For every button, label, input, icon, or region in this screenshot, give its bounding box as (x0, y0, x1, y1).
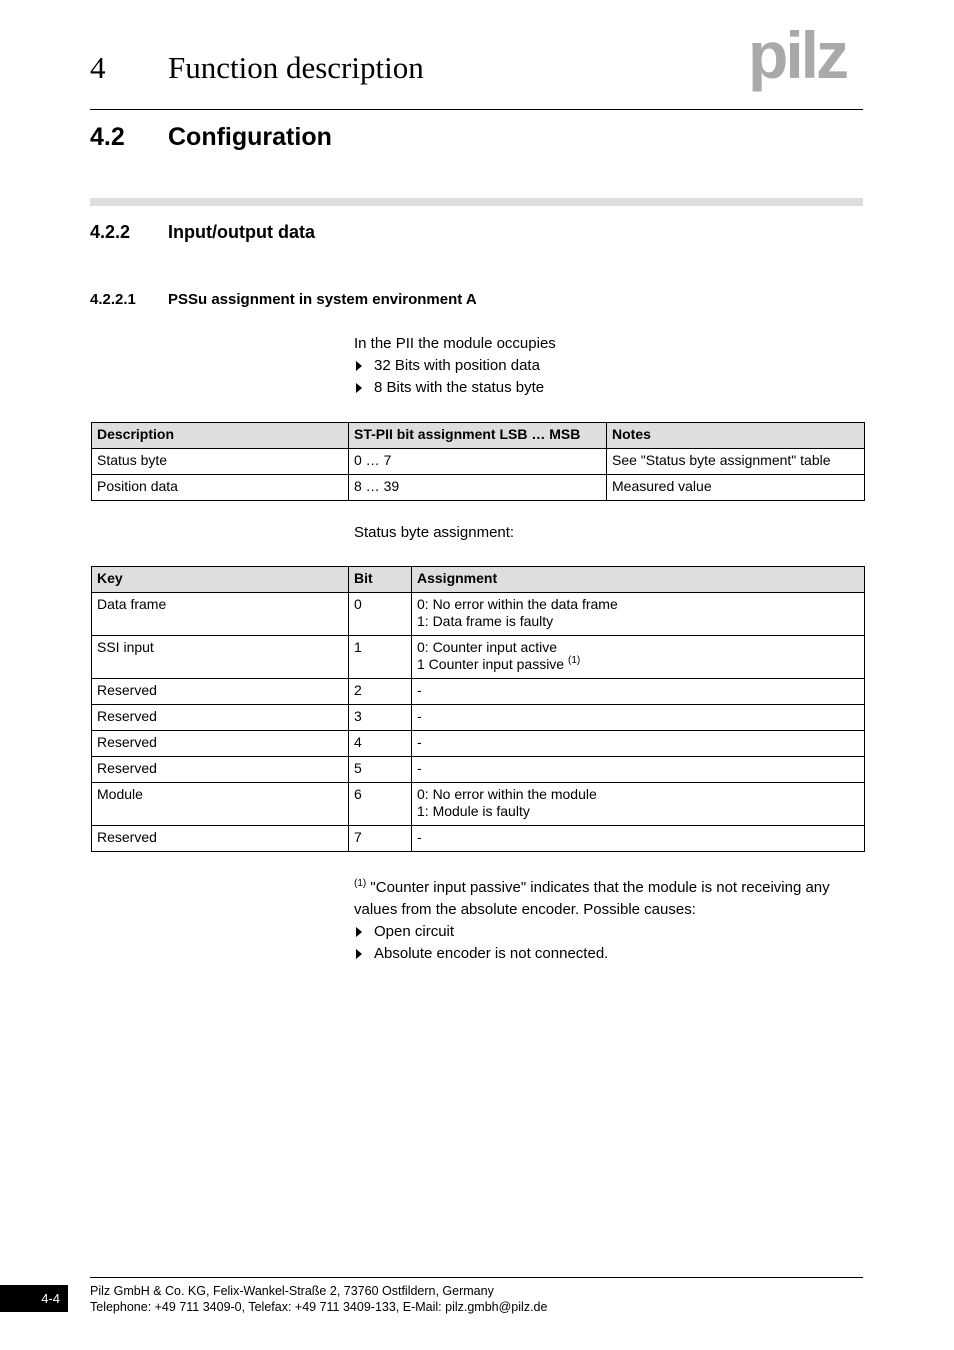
table-row (92, 731, 865, 757)
table-row (92, 593, 865, 636)
table-cell: Reserved (92, 731, 349, 757)
table-cell: 0 (349, 593, 412, 636)
footnote-ref: (1) (567, 655, 581, 666)
table-cell (412, 783, 865, 826)
svg-text:pilz: pilz (748, 28, 846, 92)
section-number: 4.2 (90, 123, 125, 151)
column-header: Assignment (412, 567, 865, 593)
section-title: Configuration (168, 123, 332, 151)
table-cell: - (412, 679, 865, 705)
table-row (92, 826, 865, 852)
assignment-line: 0: No error within the module (417, 786, 597, 802)
table-cell: 6 (349, 783, 412, 826)
table-row (92, 757, 865, 783)
table-cell: Data frame (92, 593, 349, 636)
chapter-number: 4 (90, 50, 106, 85)
table-cell: Reserved (92, 705, 349, 731)
table-cell: - (412, 705, 865, 731)
column-header: Description (92, 423, 349, 449)
list-item (354, 377, 864, 399)
table-row (92, 636, 865, 679)
table-cell: Reserved (92, 757, 349, 783)
footer-address (90, 1283, 547, 1315)
pilz-logo (748, 28, 864, 94)
intro-block (354, 333, 864, 399)
io-data-table (91, 422, 865, 501)
table-cell: Position data (92, 475, 349, 501)
subsubsection-number: 4.2.2.1 (90, 291, 136, 308)
table-cell: Module (92, 783, 349, 826)
page-number: 4-4 (0, 1285, 68, 1312)
table-cell: SSI input (92, 636, 349, 679)
header-rule (90, 109, 863, 110)
table-cell: Reserved (92, 826, 349, 852)
subsubsection-title: PSSu assignment in system environment A (168, 291, 477, 308)
table-cell: 7 (349, 826, 412, 852)
list-item (354, 921, 864, 943)
table-cell: 1 (349, 636, 412, 679)
footnote-text (354, 877, 864, 921)
table-cell: 2 (349, 679, 412, 705)
list-item (354, 355, 864, 377)
footer-line: Telephone: +49 711 3409-0, Telefax: +49 711 3409-133, E-Mail: pilz.gmbh@pilz.de (90, 1300, 548, 1314)
table-cell: 3 (349, 705, 412, 731)
footer-line: Pilz GmbH & Co. KG, Felix-Wankel-Straße 2, 73760 Ostfildern, Germany (90, 1284, 494, 1298)
bullet-arrow-icon (356, 949, 362, 959)
bullet-arrow-icon (356, 361, 362, 371)
table-cell: 0 … 7 (349, 449, 607, 475)
table-row (92, 705, 865, 731)
table-cell: 4 (349, 731, 412, 757)
subsection-title: Input/output data (168, 222, 315, 242)
intro-lead: In the PII the module occupies (354, 335, 556, 352)
list-item-text: 32 Bits with position data (374, 357, 540, 374)
assignment-text: 1 Counter input passive (417, 656, 565, 672)
list-item-text: Open circuit (374, 923, 455, 940)
status-table-caption: Status byte assignment: (354, 524, 515, 541)
footnote-block (354, 877, 864, 965)
list-item (354, 943, 864, 965)
table-cell (412, 593, 865, 636)
footnote-marker: (1) (354, 878, 367, 889)
status-byte-table (91, 566, 865, 852)
table-cell: 8 … 39 (349, 475, 607, 501)
chapter-title: Function description (168, 50, 424, 85)
table-row (92, 679, 865, 705)
column-header: ST-PII bit assignment LSB … MSB (349, 423, 607, 449)
table-cell: - (412, 731, 865, 757)
table-cell: Measured value (607, 475, 865, 501)
column-header: Key (92, 567, 349, 593)
section-divider (90, 198, 863, 206)
column-header: Notes (607, 423, 865, 449)
table-cell: See "Status byte assignment" table (607, 449, 865, 475)
footer-rule (90, 1277, 863, 1278)
assignment-line: 1: Data frame is faulty (417, 613, 554, 629)
bullet-arrow-icon (356, 383, 362, 393)
assignment-line: 1: Module is faulty (417, 803, 530, 819)
table-cell: Reserved (92, 679, 349, 705)
assignment-line: 0: No error within the data frame (417, 596, 618, 612)
assignment-line: 0: Counter input active (417, 639, 558, 655)
table-cell: - (412, 757, 865, 783)
table-row (92, 783, 865, 826)
list-item-text: Absolute encoder is not connected. (374, 945, 609, 962)
table-header-row (92, 423, 865, 449)
bullet-arrow-icon (356, 927, 362, 937)
table-header-row (92, 567, 865, 593)
table-row (92, 449, 865, 475)
footnote-body: "Counter input passive" indicates that the module is not receiving any values from the absolute encoder. Possible causes: (354, 879, 830, 918)
table-cell (412, 636, 865, 679)
assignment-line (417, 656, 859, 673)
table-row (92, 475, 865, 501)
table-cell: - (412, 826, 865, 852)
list-item-text: 8 Bits with the status byte (374, 379, 545, 396)
table-cell: 5 (349, 757, 412, 783)
subsection-number: 4.2.2 (90, 222, 131, 242)
column-header: Bit (349, 567, 412, 593)
table-cell: Status byte (92, 449, 349, 475)
